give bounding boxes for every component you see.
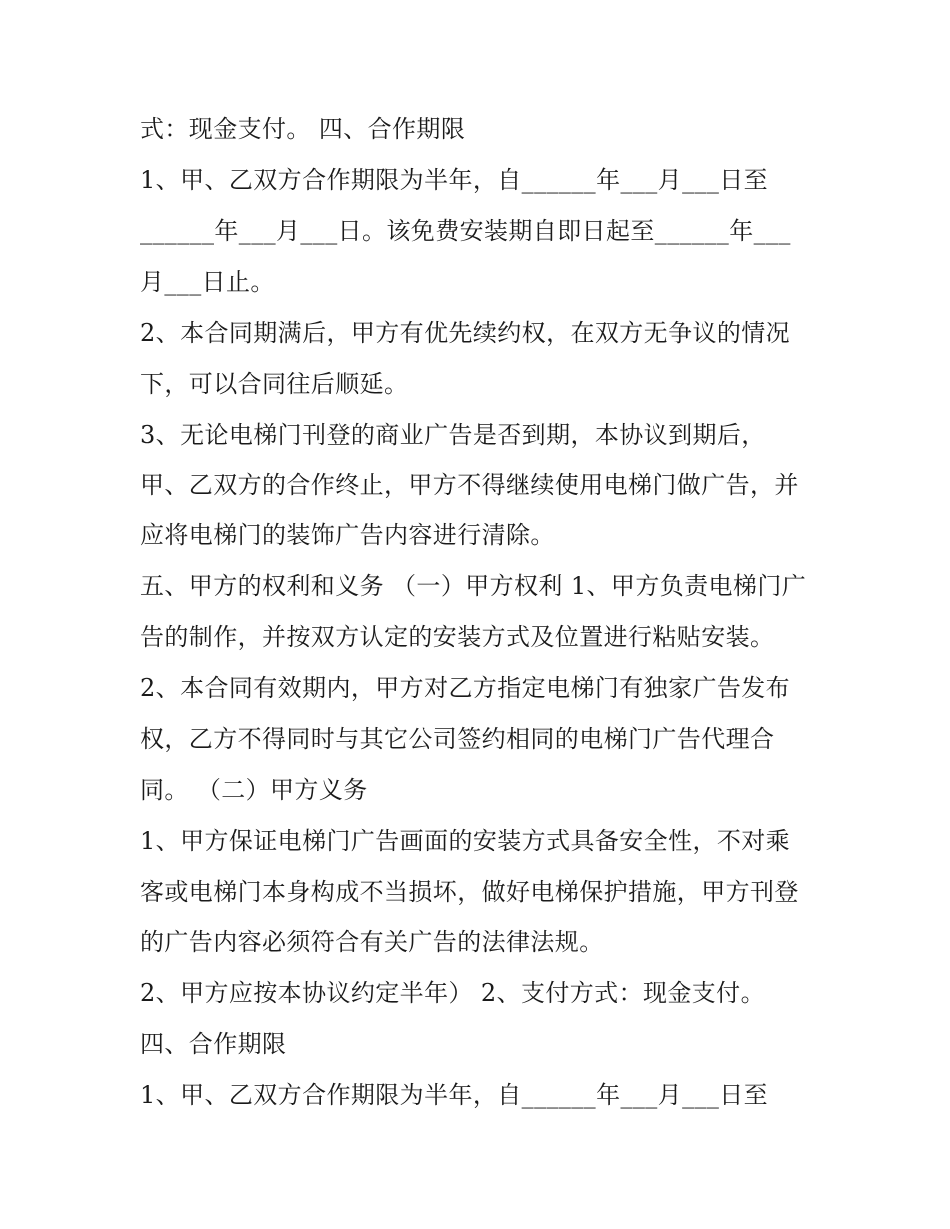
text-line-20: 1、甲、乙双方合作期限为半年，自______年___月___日至 — [140, 1081, 769, 1109]
text-line-4: 月___日止。 — [140, 268, 275, 296]
text-line-9: 应将电梯门的装饰广告内容进行清除。 — [140, 521, 555, 549]
text-line-11: 告的制作，并按双方认定的安装方式及位置进行粘贴安装。 — [140, 623, 775, 651]
text-line-2: 1、甲、乙双方合作期限为半年，自______年___月___日至 — [140, 166, 769, 194]
text-line-8: 甲、乙双方的合作终止，甲方不得继续使用电梯门做广告，并 — [140, 471, 799, 499]
text-line-1: 式：现金支付。 四、合作期限 — [140, 115, 466, 143]
text-line-5: 2、本合同期满后，甲方有优先续约权，在双方无争议的情况 — [140, 319, 791, 347]
text-line-6: 下，可以合同往后顺延。 — [140, 370, 409, 398]
text-line-19: 四、合作期限 — [140, 1030, 287, 1058]
text-line-16: 客或电梯门本身构成不当损坏，做好电梯保护措施，甲方刊登 — [140, 878, 799, 906]
text-line-13: 权，乙方不得同时与其它公司签约相同的电梯门广告代理合 — [140, 725, 775, 753]
text-line-14: 同。 （二）甲方义务 — [140, 776, 368, 804]
text-line-10: 五、甲方的权利和义务 （一）甲方权利 1、甲方负责电梯门广 — [140, 572, 807, 600]
text-line-18: 2、甲方应按本协议约定半年） 2、支付方式：现金支付。 — [140, 979, 765, 1007]
text-line-7: 3、无论电梯门刊登的商业广告是否到期，本协议到期后， — [140, 421, 766, 449]
text-line-12: 2、本合同有效期内，甲方对乙方指定电梯门有独家广告发布 — [140, 674, 791, 702]
text-line-15: 1、甲方保证电梯门广告画面的安装方式具备安全性，不对乘 — [140, 827, 791, 855]
text-line-17: 的广告内容必须符合有关广告的法律法规。 — [140, 928, 604, 956]
text-line-3: ______年___月___日。该免费安装期自即日起至______年___ — [140, 217, 791, 245]
